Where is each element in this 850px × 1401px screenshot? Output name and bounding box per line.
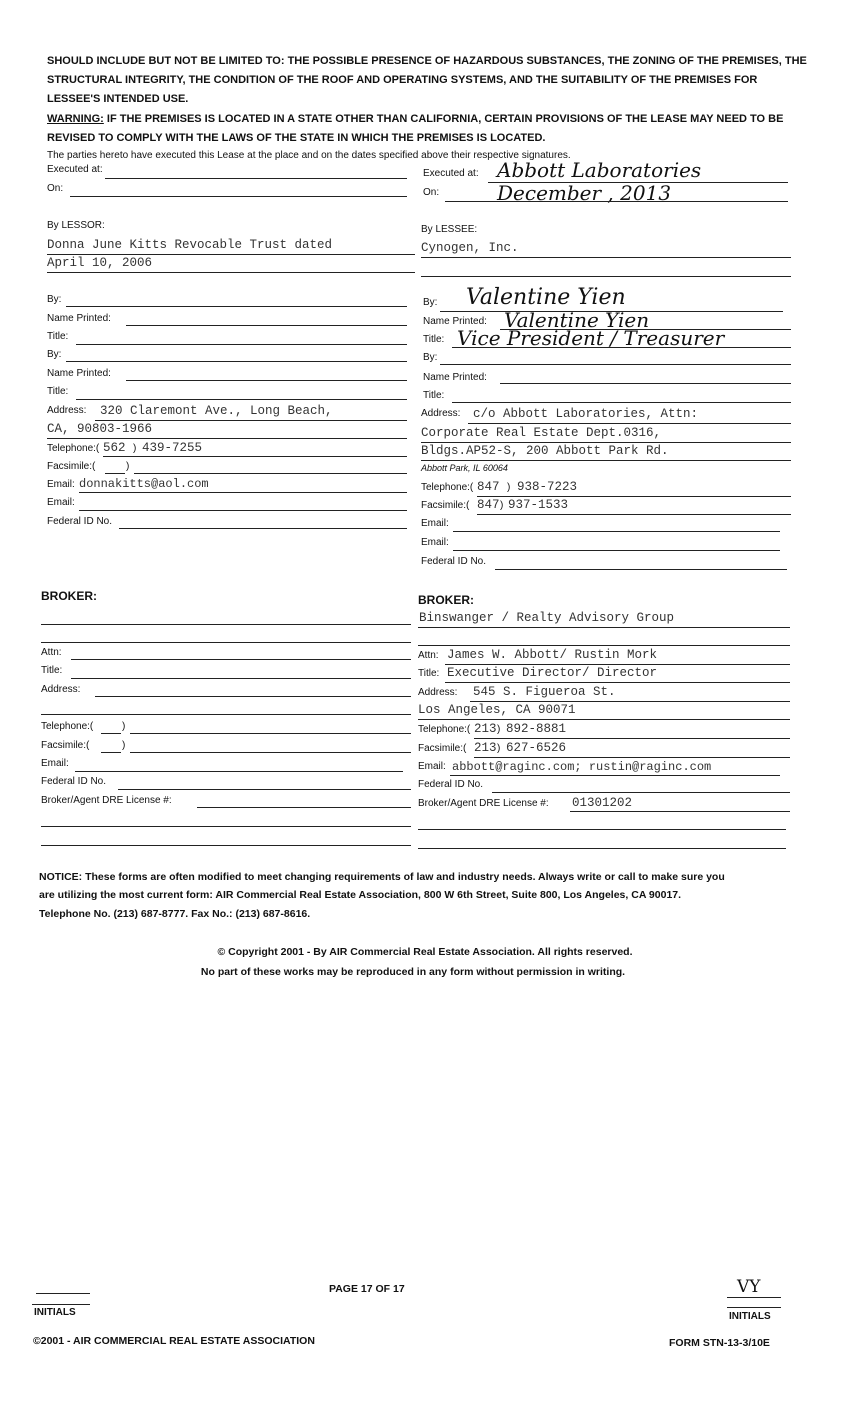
- lessee-broker-email-label: Email:: [418, 761, 446, 772]
- lessee-broker-fax-paren: ): [497, 743, 501, 754]
- lessor-by-label: By:: [47, 294, 62, 305]
- lessor-title-line[interactable]: [76, 344, 407, 345]
- lessor-broker-title-label: Title:: [41, 665, 63, 676]
- lessor-email2-label: Email:: [47, 497, 75, 508]
- lessee-broker-federal-id-line[interactable]: [492, 792, 790, 793]
- lessee-address-rule2: [421, 442, 791, 443]
- lessee-broker-dre-label: Broker/Agent DRE License #:: [418, 798, 549, 809]
- lessor-telephone-label: Telephone:(: [47, 443, 100, 454]
- lessor-phone-number: 439-7255: [142, 441, 203, 455]
- lessee-broker-phone-number: 892-8881: [506, 722, 567, 736]
- lessee-email-label: Email:: [421, 518, 449, 529]
- lessor-name-printed-label: Name Printed:: [47, 313, 111, 324]
- lessor-broker-email-label: Email:: [41, 758, 69, 769]
- lessor-executed-at-line[interactable]: [105, 178, 407, 179]
- lessor-title2-line[interactable]: [76, 399, 407, 400]
- lessor-by-line[interactable]: [66, 306, 407, 307]
- lessee-title: Vice President / Treasurer: [457, 326, 725, 350]
- lessee-by-label: By:: [423, 297, 438, 308]
- lessee-title2-line[interactable]: [452, 402, 791, 403]
- lessee-fax-paren: ): [500, 500, 504, 511]
- lessee-telephone-label: Telephone:(: [421, 482, 474, 493]
- lessee-email2-line[interactable]: [453, 550, 780, 551]
- lessor-fax-line[interactable]: [134, 473, 407, 474]
- lessor-name-printed-line[interactable]: [126, 325, 407, 326]
- lessor-address-rule1: [95, 420, 407, 421]
- lessee-executed-at-value: Abbott Laboratories: [497, 158, 702, 182]
- lessee-on-label: On:: [423, 187, 440, 198]
- notice-line2: are utilizing the most current form: AIR Commercial Real Estate Association, 800 W 6th Street, Suite 800, Los Angeles, CA 90017.: [39, 889, 682, 901]
- warning-paragraph: [47, 110, 807, 148]
- lessee-broker-phone-area: 213: [474, 722, 497, 736]
- lessee-phone-rule: [477, 496, 791, 497]
- lessee-fax-number: 937-1533: [508, 498, 569, 512]
- lessor-broker-name-line2[interactable]: [41, 642, 411, 643]
- copyright-notice: © Copyright 2001 - By AIR Commercial Real Estate Association. All rights reserved.: [217, 946, 633, 958]
- lessee-address-line3: Bldgs.AP52-S, 200 Abbott Park Rd.: [421, 444, 669, 458]
- lessee-broker-phone-rule: [474, 738, 790, 739]
- lessee-broker-attn-label: Attn:: [418, 650, 439, 661]
- initials-right-rule2: [727, 1307, 781, 1308]
- lessor-broker-address-line2[interactable]: [41, 714, 411, 715]
- lessee-broker-address-line2: Los Angeles, CA 90071: [418, 703, 576, 717]
- lessor-name-printed2-line[interactable]: [126, 380, 407, 381]
- initials-left-rule: [32, 1304, 90, 1305]
- lessor-phone-paren: ): [133, 443, 137, 454]
- lessee-email-line[interactable]: [453, 531, 780, 532]
- lessor-phone-area: 562: [103, 441, 126, 455]
- lessor-address-label: Address:: [47, 405, 87, 416]
- lessor-fax-area-line[interactable]: [105, 473, 125, 474]
- lessee-facsimile-label: Facsimile:(: [421, 500, 470, 511]
- lessor-name-printed2-label: Name Printed:: [47, 368, 111, 379]
- lessee-address-line2: Corporate Real Estate Dept.0316,: [421, 426, 662, 440]
- lessee-broker-address-label: Address:: [418, 687, 458, 698]
- lessor-title2-label: Title:: [47, 386, 69, 397]
- warning-label: WARNING:: [47, 113, 104, 125]
- lessor-on-line[interactable]: [70, 196, 407, 197]
- notice-line3: Telephone No. (213) 687-8777. Fax No.: (213) 687-8616.: [39, 908, 311, 920]
- lessor-broker-address-line[interactable]: [95, 696, 411, 697]
- lessor-broker-title-line[interactable]: [71, 678, 411, 679]
- intro-paragraph: SHOULD INCLUDE BUT NOT BE LIMITED TO: THE POSSIBLE PRESENCE OF HAZARDOUS SUBSTANCES, THE ZONING OF THE PREMISES, THE STRUCTURAL INTEGRITY, THE CONDITION OF THE ROOF AND OPERATING SYSTEMS, AND THE SUITABILITY OF THE PREMISES FOR LESSEE'S INTENDED USE.: [47, 55, 807, 105]
- lessor-broker-phone-paren: ): [122, 721, 126, 732]
- lessor-broker-attn-label: Attn:: [41, 647, 62, 658]
- lessor-broker-federal-id-label: Federal ID No.: [41, 776, 107, 787]
- lessee-by2-label: By:: [423, 352, 438, 363]
- lessee-broker-name-line2[interactable]: [418, 645, 790, 646]
- lessee-address-label: Address:: [421, 408, 461, 419]
- warning-text: IF THE PREMISES IS LOCATED IN A STATE OTHER THAN CALIFORNIA, CERTAIN PROVISIONS OF THE LEASE MAY NEED TO BE REVISED TO COMPLY WITH THE LAWS OF THE STATE IN WHICH THE PREMISES IS LOCATED.: [47, 113, 784, 144]
- lessor-broker-facsimile-label: Facsimile:(: [41, 740, 90, 751]
- lessee-broker-title-label: Title:: [418, 668, 440, 679]
- executed-note: The parties hereto have executed this Lease at the place and on the dates specified above their respective signatures.: [47, 150, 571, 161]
- lessee-broker-title-rule: [445, 682, 790, 683]
- lessor-on-label: On:: [47, 183, 64, 194]
- lessor-name-line2: April 10, 2006: [47, 256, 153, 270]
- lessor-broker-extra-line1[interactable]: [41, 826, 411, 827]
- lessee-broker-dre-rule: [570, 811, 790, 812]
- form-number: FORM STN-13-3/10E: [669, 1337, 770, 1349]
- lessee-broker-facsimile-label: Facsimile:(: [418, 743, 467, 754]
- lessor-broker-dre-line[interactable]: [197, 807, 411, 808]
- lessor-broker-fax-line[interactable]: [130, 752, 411, 753]
- lessee-broker-dre: 01301202: [572, 796, 633, 810]
- lessee-federal-id-label: Federal ID No.: [421, 556, 487, 567]
- lessor-broker-name-line[interactable]: [41, 624, 411, 625]
- lessor-by2-label: By:: [47, 349, 62, 360]
- lessor-federal-id-label: Federal ID No.: [47, 516, 113, 527]
- lessee-broker-email-rule: [450, 775, 780, 776]
- lessor-name-line1: Donna June Kitts Revocable Trust dated: [47, 238, 333, 252]
- lessor-broker-fax-paren: ): [122, 740, 126, 751]
- initials-left-label: INITIALS: [34, 1307, 76, 1318]
- lessee-broker-federal-id-label: Federal ID No.: [418, 779, 484, 790]
- lessee-name-rule: [421, 257, 791, 258]
- notice-line1: NOTICE: These forms are often modified to meet changing requirements of law and industry needs. Always write or call to make sure you: [39, 871, 725, 883]
- lessee-broker-telephone-label: Telephone:(: [418, 724, 471, 735]
- lessor-federal-id-line[interactable]: [119, 528, 407, 529]
- by-lessee-label: By LESSEE:: [421, 224, 478, 235]
- lessor-broker-phone-line[interactable]: [130, 733, 411, 734]
- lessee-name-printed: Valentine Yien: [504, 308, 650, 332]
- lessee-name: Cynogen, Inc.: [421, 241, 519, 255]
- lessee-broker-name-rule: [418, 627, 790, 628]
- lessee-phone-number: 938-7223: [517, 480, 578, 494]
- reproduction-notice: No part of these works may be reproduced in any form without permission in writing.: [200, 966, 626, 978]
- lessee-broker-fax-number: 627-6526: [506, 741, 567, 755]
- lessor-email: donnakitts@aol.com: [79, 477, 209, 491]
- lessee-executed-at-label: Executed at:: [423, 168, 479, 179]
- lessee-signature: Valentine Yien: [466, 285, 626, 310]
- lessee-broker-fax-rule: [474, 757, 790, 758]
- lessor-phone-rule: [103, 456, 407, 457]
- lessee-broker-extra-line2[interactable]: [418, 848, 786, 849]
- lessor-broker-dre-label: Broker/Agent DRE License #:: [41, 795, 172, 806]
- lessor-email-rule: [79, 492, 407, 493]
- lessee-broker-extra-line1[interactable]: [418, 829, 786, 830]
- lessee-by2-line[interactable]: [440, 364, 791, 365]
- lessee-fax-rule: [477, 514, 791, 515]
- lessor-broker-federal-id-line[interactable]: [118, 789, 411, 790]
- lessee-address-rule3: [421, 460, 791, 461]
- lessee-broker-attn: James W. Abbott/ Rustin Mork: [447, 648, 658, 662]
- lessor-broker-email-line[interactable]: [75, 771, 403, 772]
- lessor-broker-address-label: Address:: [41, 684, 81, 695]
- lessee-on-line[interactable]: [445, 201, 788, 202]
- lessor-broker-attn-line[interactable]: [71, 659, 411, 660]
- lessee-broker-fax-area: 213: [474, 741, 497, 755]
- lessor-facsimile-label: Facsimile:(: [47, 461, 96, 472]
- lessor-title-label: Title:: [47, 331, 69, 342]
- lessee-broker-address-rule2: [418, 719, 790, 720]
- lessee-name-rule-2: [421, 276, 791, 277]
- lessee-on-value: December , 2013: [497, 181, 672, 205]
- lessee-title-rule: [452, 347, 791, 348]
- lessor-name-line1-rule: [47, 254, 415, 255]
- lessor-email2-line[interactable]: [79, 510, 407, 511]
- lessor-by2-line[interactable]: [66, 361, 407, 362]
- lessee-phone-area: 847: [477, 480, 500, 494]
- lessor-fax-paren: ): [126, 461, 130, 472]
- lessee-federal-id-line[interactable]: [495, 569, 787, 570]
- lessee-broker-phone-paren: ): [497, 724, 501, 735]
- lessee-broker-title: Executive Director/ Director: [447, 666, 658, 680]
- lessor-broker-telephone-label: Telephone:(: [41, 721, 94, 732]
- lessor-broker-extra-line2[interactable]: [41, 845, 411, 846]
- by-lessor-label: By LESSOR:: [47, 220, 105, 231]
- lessee-broker-attn-rule: [445, 664, 790, 665]
- lessor-broker-phone-area-line[interactable]: [101, 733, 121, 734]
- lessee-broker-email: abbott@raginc.com; rustin@raginc.com: [452, 760, 712, 774]
- lessor-address-rule2: [47, 438, 407, 439]
- lessee-fax-area: 847: [477, 498, 500, 512]
- lessor-email-label: Email:: [47, 479, 75, 490]
- lessor-executed-at-label: Executed at:: [47, 164, 103, 175]
- lessee-broker-name: Binswanger / Realty Advisory Group: [419, 611, 675, 625]
- lessee-phone-paren: ): [507, 482, 511, 493]
- lessee-name-printed2-line[interactable]: [500, 383, 791, 384]
- footer-copyright: ©2001 - AIR COMMERCIAL REAL ESTATE ASSOCIATION: [33, 1335, 315, 1347]
- lessee-address-line1: c/o Abbott Laboratories, Attn:: [473, 407, 699, 421]
- lessee-broker-heading: BROKER:: [418, 593, 474, 607]
- initials-left-line[interactable]: [36, 1293, 90, 1294]
- lessor-address-line1: 320 Claremont Ave., Long Beach,: [100, 404, 333, 418]
- initials-right-rule: [727, 1297, 781, 1298]
- lessor-broker-fax-area-line[interactable]: [101, 752, 121, 753]
- page-number: PAGE 17 OF 17: [329, 1283, 405, 1295]
- lessor-name-line2-rule: [47, 272, 415, 273]
- lessee-name-printed2-label: Name Printed:: [423, 372, 487, 383]
- lessee-address-rule1: [468, 423, 791, 424]
- lessee-title-label: Title:: [423, 334, 445, 345]
- lessor-address-line2: CA, 90803-1966: [47, 422, 153, 436]
- lessee-email2-label: Email:: [421, 537, 449, 548]
- initials-right-label: INITIALS: [729, 1311, 771, 1322]
- lessor-broker-heading: BROKER:: [41, 589, 97, 603]
- lessee-broker-address-rule1: [470, 701, 790, 702]
- lessee-title2-label: Title:: [423, 390, 445, 401]
- lessee-broker-address-line1: 545 S. Figueroa St.: [473, 685, 616, 699]
- lessee-address-line4: Abbott Park, IL 60064: [421, 463, 508, 473]
- initials-right-value: VY: [737, 1277, 761, 1297]
- lessee-name-printed-label: Name Printed:: [423, 316, 487, 327]
